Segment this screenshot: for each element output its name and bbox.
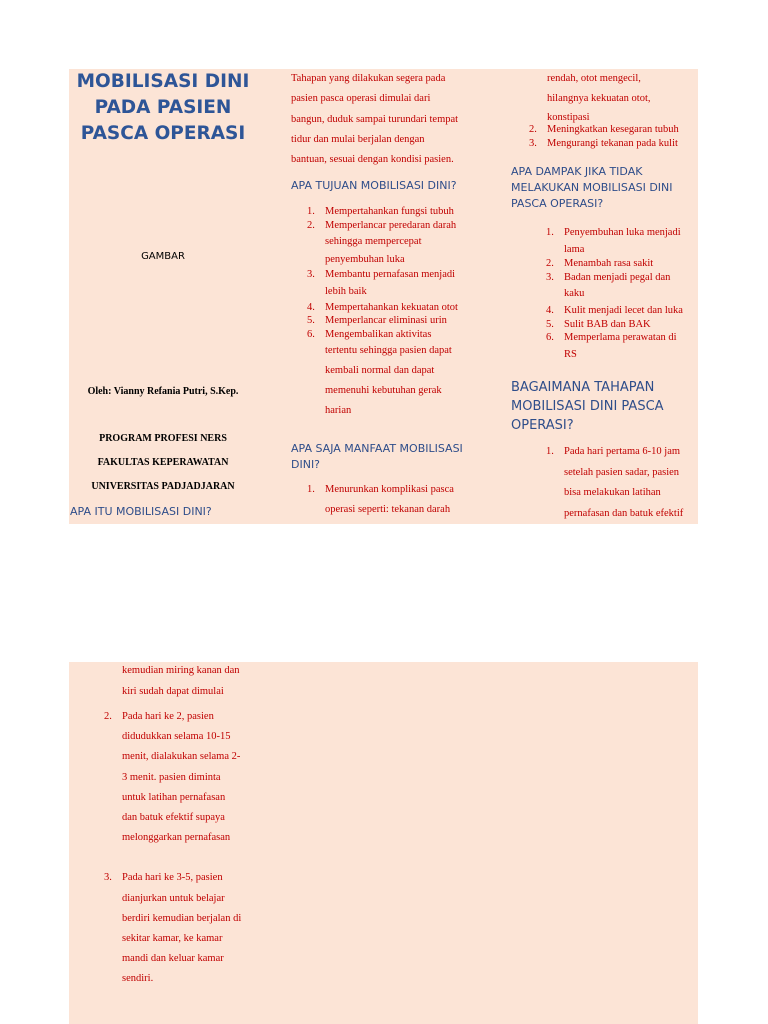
list-item xyxy=(546,271,700,305)
item-number: 5. xyxy=(546,318,554,330)
item-line: untuk latihan pernafasan xyxy=(122,791,226,803)
item-line: setelah pasien sadar, pasien xyxy=(564,466,680,478)
item-line: kembali normal dan dapat xyxy=(325,365,435,376)
list-item xyxy=(546,442,698,524)
stages-heading xyxy=(511,378,697,435)
item-line: Memperlancar peredaran darah xyxy=(325,219,457,231)
item-line: Badan menjadi pegal dan xyxy=(564,271,671,283)
list-item xyxy=(307,268,495,301)
item-line: kaku xyxy=(564,288,585,299)
definition-line: bangun, duduk sampai turundari tempat xyxy=(291,113,459,125)
university-name: UNIVERSITAS PADJADJARAN xyxy=(91,481,235,492)
list-item xyxy=(546,223,700,257)
item-line: kiri sudah dapat dimulai xyxy=(122,685,224,697)
heading-line: MELAKUKAN MOBILISASI DINI xyxy=(511,181,673,194)
list-item xyxy=(546,331,700,365)
author-credit: Oleh: Vianny Refania Putri, S.Kep. xyxy=(87,386,239,397)
item-number: 6. xyxy=(546,332,554,343)
list-item xyxy=(104,707,272,848)
impact-list xyxy=(546,223,700,365)
item-text: Meningkatkan kesegaran tubuh xyxy=(547,124,679,135)
what-is-heading: APA ITU MOBILISASI DINI? xyxy=(70,505,212,518)
item-number: 3. xyxy=(529,137,537,149)
list-item xyxy=(307,328,495,422)
item-line: Mengembalikan aktivitas xyxy=(325,328,432,340)
image-placeholder: GAMBAR xyxy=(141,251,185,262)
item-line: operasi seperti: tekanan darah xyxy=(325,504,451,515)
item-line: Penyembuhan luka menjadi xyxy=(564,227,681,238)
item-number: 3. xyxy=(546,271,554,283)
item-line: rendah, otot mengecil, xyxy=(547,73,641,84)
heading-line: BAGAIMANA TAHAPAN xyxy=(511,380,655,395)
item-line: Memperlama perawatan di xyxy=(564,332,677,343)
item-line: pernafasan dan batuk efektif xyxy=(564,507,684,519)
item-line: RS xyxy=(564,348,577,360)
stages-list-continued xyxy=(104,707,272,990)
item-line: harian xyxy=(325,405,352,416)
item-number: 1. xyxy=(546,227,554,238)
list-item xyxy=(307,480,495,520)
item-line: Menurunkan komplikasi pasca xyxy=(325,484,454,495)
item-number: 2. xyxy=(104,711,112,722)
item-line: tertentu sehingga pasien dapat xyxy=(325,345,452,356)
definition-line: Tahapan yang dilakukan segera pada xyxy=(291,73,446,84)
item-line: kemudian miring kanan dan xyxy=(122,665,240,676)
item-number: 2. xyxy=(529,124,537,135)
item-line: sehingga mempercepat xyxy=(325,236,422,247)
purpose-heading: APA TUJUAN MOBILISASI DINI? xyxy=(291,179,457,192)
stage-continuation xyxy=(122,661,272,702)
purpose-list xyxy=(307,205,495,421)
item-line: sendiri. xyxy=(122,973,154,985)
item-line: bisa melakukan latihan xyxy=(564,487,661,498)
item-line: lama xyxy=(564,244,585,255)
list-item xyxy=(529,137,697,151)
list-item xyxy=(307,314,495,328)
item-line: dan batuk efektif supaya xyxy=(122,812,225,824)
brochure-page-1 xyxy=(69,69,698,524)
item-line: hilangnya kekuatan otot, xyxy=(547,93,651,104)
item-line: Membantu pernafasan menjadi xyxy=(325,269,456,280)
title-line: MOBILISASI DINI xyxy=(76,71,250,92)
item-line: Pada hari ke 3-5, pasien xyxy=(122,872,223,884)
item-line: melonggarkan pernafasan xyxy=(122,832,231,844)
item-line: Sulit BAB dan BAK xyxy=(564,318,651,330)
definition-line: tidur dan mulai berjalan dengan xyxy=(291,133,425,145)
benefit-list xyxy=(307,480,495,520)
list-item xyxy=(307,219,495,269)
stages-list xyxy=(546,442,698,524)
item-line: sekitar kamar, ke kamar xyxy=(122,933,223,945)
item-line: Kulit menjadi lecet dan luka xyxy=(564,305,683,316)
heading-line: APA DAMPAK JIKA TIDAK xyxy=(511,165,643,178)
item-line: didudukkan selama 10-15 xyxy=(122,731,231,743)
item-text: Mengurangi tekanan pada kulit xyxy=(547,137,678,149)
heading-line: PASCA OPERASI? xyxy=(511,197,604,210)
faculty-name: FAKULTAS KEPERAWATAN xyxy=(97,457,229,468)
list-item xyxy=(307,301,495,315)
impact-heading xyxy=(511,164,697,212)
definition-line: pasien pasca operasi dimulai dari xyxy=(291,93,431,105)
program-name: PROGRAM PROFESI NERS xyxy=(99,433,227,444)
item-line: 3 menit. pasien diminta xyxy=(122,771,221,783)
item-number: 2. xyxy=(546,258,554,269)
item-line: dianjurkan untuk belajar xyxy=(122,892,225,904)
list-item xyxy=(546,318,700,332)
item-line: Memperlancar eliminasi urin xyxy=(325,315,447,326)
title-line: PASCA OPERASI xyxy=(80,123,246,144)
benefit-continuation xyxy=(547,69,697,127)
item-number: 1. xyxy=(307,206,315,217)
heading-line: DINI? xyxy=(291,458,321,471)
item-line: memenuhi kebutuhan gerak xyxy=(325,385,442,396)
list-item xyxy=(529,123,697,137)
brochure-title xyxy=(69,69,257,147)
item-number: 6. xyxy=(307,328,315,340)
list-item xyxy=(546,257,700,271)
item-number: 4. xyxy=(307,301,315,313)
item-line: lebih baik xyxy=(325,285,367,297)
benefit-list-continued xyxy=(529,123,697,150)
item-line: Pada hari pertama 6-10 jam xyxy=(564,446,681,457)
item-line: Pada hari ke 2, pasien xyxy=(122,711,214,722)
definition-paragraph xyxy=(291,69,491,170)
list-item xyxy=(104,868,272,989)
item-line: Mempertahankan kekuatan otot xyxy=(325,301,458,313)
item-number: 2. xyxy=(307,219,315,231)
heading-line: OPERASI? xyxy=(511,418,574,433)
definition-line: bantuan, sesuai dengan kondisi pasien. xyxy=(291,154,454,166)
item-line: penyembuhan luka xyxy=(325,254,405,265)
item-number: 4. xyxy=(546,305,554,316)
item-number: 5. xyxy=(307,315,315,326)
list-item xyxy=(307,205,495,219)
list-item xyxy=(546,304,700,318)
item-line: mandi dan keluar kamar xyxy=(122,953,224,965)
brochure-page-2 xyxy=(69,662,698,1024)
benefit-heading xyxy=(291,441,491,473)
item-line: berdiri kemudian berjalan di xyxy=(122,912,242,924)
item-number: 1. xyxy=(307,484,315,495)
item-number: 1. xyxy=(546,446,554,457)
item-line: Menambah rasa sakit xyxy=(564,258,654,269)
item-line: konstipasi xyxy=(547,112,590,123)
heading-line: MOBILISASI DINI PASCA xyxy=(511,399,664,414)
item-number: 3. xyxy=(307,269,315,280)
heading-line: APA SAJA MANFAAT MOBILISASI xyxy=(291,442,463,455)
title-line: PADA PASIEN xyxy=(94,97,232,118)
item-line: menit, dialakukan selama 2- xyxy=(122,751,241,763)
item-number: 3. xyxy=(104,872,112,884)
item-line: Mempertahankan fungsi tubuh xyxy=(325,206,454,217)
